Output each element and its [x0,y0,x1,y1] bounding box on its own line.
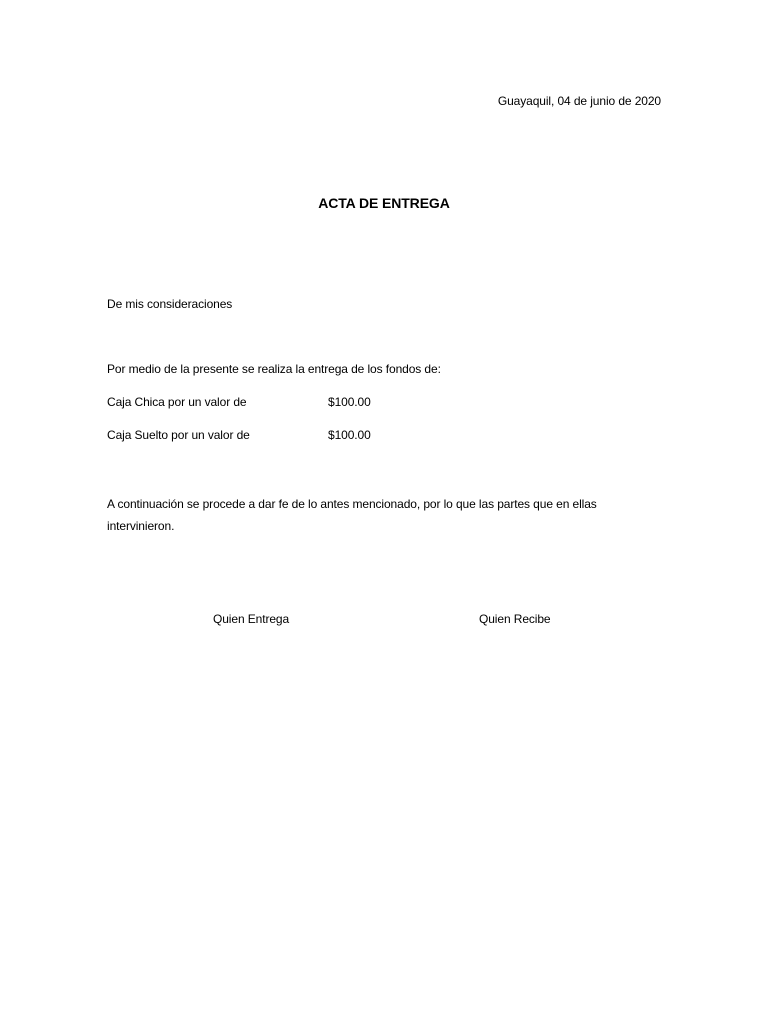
greeting: De mis consideraciones [107,297,233,311]
signature-giver-label: Quien Entrega [213,612,290,626]
signature-receiver-label: Quien Recibe [479,612,551,626]
closing-paragraph: A continuación se procede a dar fe de lo antes mencionado, por lo que las partes que en ellas intervinieron. [107,497,597,533]
fund-row-caja-chica [107,394,371,410]
date-line: Guayaquil, 04 de junio de 2020 [497,94,661,108]
fund-label: Caja Suelto por un valor de [107,428,250,442]
fund-amount: $100.00 [328,395,371,409]
intro-line: Por medio de la presente se realiza la entrega de los fondos de: [107,362,441,376]
document-title: ACTA DE ENTREGA [318,195,450,211]
fund-amount: $100.00 [328,428,371,442]
fund-row-caja-suelto [107,427,371,443]
fund-label: Caja Chica por un valor de [107,395,247,409]
